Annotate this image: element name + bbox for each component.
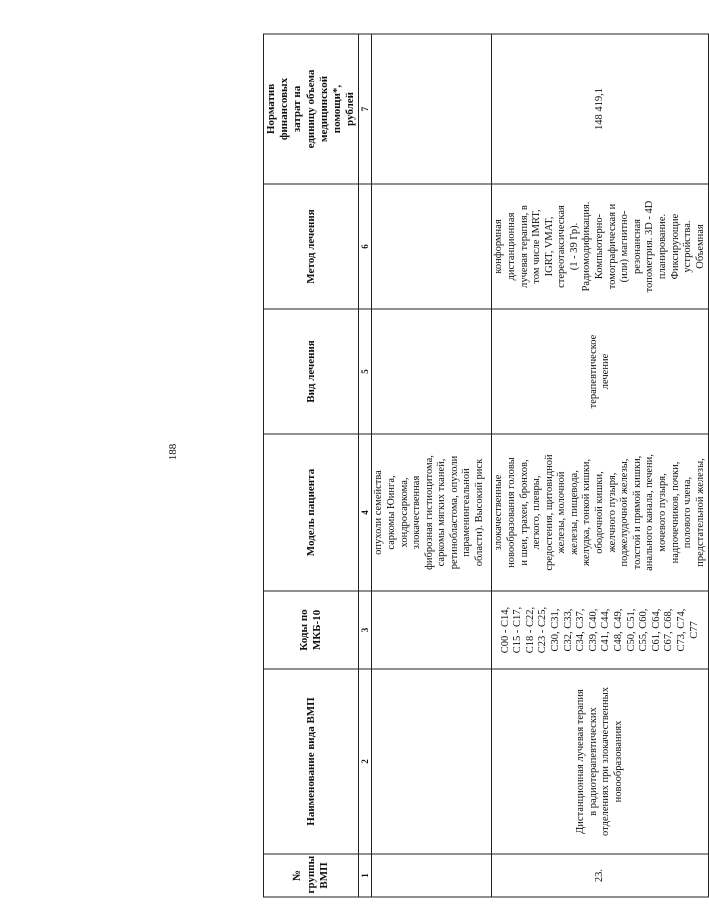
header-codes: Коды по МКБ-10 bbox=[264, 591, 359, 669]
column-number: 6 bbox=[359, 184, 372, 309]
column-number-row bbox=[359, 34, 372, 897]
header-group: № группы ВМП bbox=[264, 854, 359, 897]
group-23-row bbox=[492, 34, 709, 897]
treatment-type: терапевтическое лечение bbox=[492, 309, 709, 434]
rotated-table-container bbox=[263, 35, 706, 898]
column-number: 2 bbox=[359, 669, 372, 854]
header-row bbox=[264, 34, 359, 897]
group-number: 23. bbox=[492, 854, 709, 897]
patient-model: злокачественные новообразования головы и шеи, трахеи, бронхов, легкого, плевры, средостения, щитовидной железы, молочной железы, пищевода, желудка, тонкой кишки, ободочной кишки, желчного пузыря, поджелудочной железы, толстой и прямой кишки, анального канала, печени, мочевого пузыря, надпочечников, почки, полового члена, предстательной железы, bbox=[492, 434, 709, 591]
cont-name bbox=[372, 669, 492, 854]
column-number: 4 bbox=[359, 434, 372, 591]
header-method: Метод лечения bbox=[264, 184, 359, 309]
cont-model: опухоли семейства саркомы Юинга, хондросаркома, злокачественная фиброзная гистиоцитома, саркомы мягких тканей, ретинобластома, опухоли параменингеальной области). Высокий риск bbox=[372, 434, 492, 591]
column-number: 1 bbox=[359, 854, 372, 897]
cont-codes bbox=[372, 591, 492, 669]
continuation-row bbox=[372, 34, 492, 897]
icd-codes: C00 - C14, C15 - C17, C18 - C22, C23 - C25, C30, C31, C32, C33, C34, C37, C39, C40, C41, C44, C48, C49, C50, C51, C55, C60, C61, C64, C67, C68, C73, C74, C77 bbox=[492, 591, 709, 669]
cont-treatment-type bbox=[372, 309, 492, 434]
page-number: 188 bbox=[167, 443, 179, 461]
header-model: Модель пациента bbox=[264, 434, 359, 591]
cont-method bbox=[372, 184, 492, 309]
header-name: Наименование вида ВМП bbox=[264, 669, 359, 854]
column-number: 7 bbox=[359, 34, 372, 184]
column-number: 5 bbox=[359, 309, 372, 434]
vmp-table bbox=[263, 34, 709, 898]
treatment-method: конформная дистанционная лучевая терапия, в том числе IMRT, IGRT, VMAT, стереотаксическая (1 - 39 Гр). Радиомодификация. Компьютерно- томографическая и (или) магнитно- резонансная топометрия. 3D - 4D планирование. Фиксирующие устройства. Объемная bbox=[492, 184, 709, 309]
header-treatment-type: Вид лечения bbox=[264, 309, 359, 434]
cont-norm bbox=[372, 34, 492, 184]
vmp-name: Дистанционная лучевая терапия в радиотерапевтических отделениях при злокачественных новообразованиях bbox=[492, 669, 709, 854]
column-number: 3 bbox=[359, 591, 372, 669]
cost-norm: 148 419,1 bbox=[492, 34, 709, 184]
header-norm: Норматив финансовых затрат на единицу объема медицинской помощи*, рублей bbox=[264, 34, 359, 184]
cont-group bbox=[372, 854, 492, 897]
